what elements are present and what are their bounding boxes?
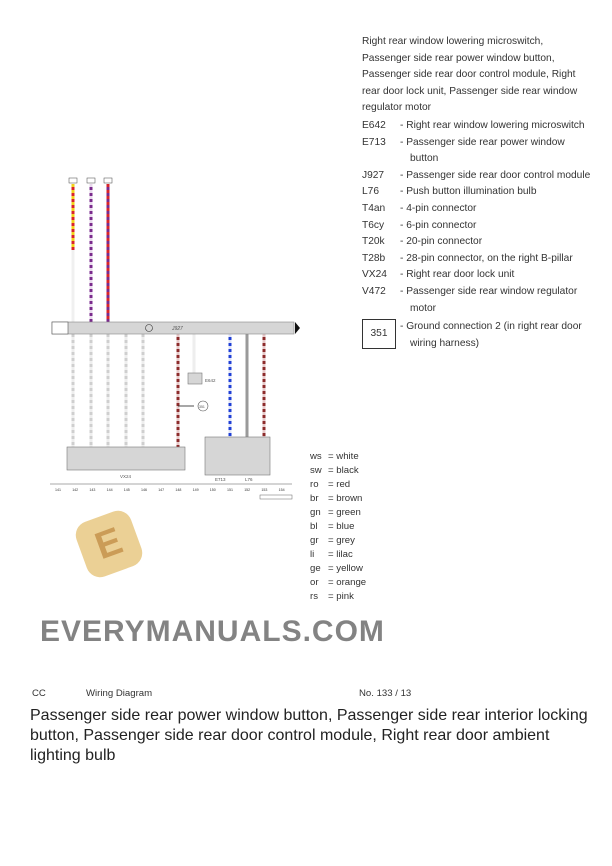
- legend-desc: - Right rear door lock unit: [400, 269, 515, 281]
- legend-item: [362, 168, 592, 185]
- legend-item: [362, 201, 592, 218]
- track-number: 149: [192, 488, 199, 492]
- color-key-item: [310, 562, 366, 576]
- fuse-terminal-icon: [69, 178, 77, 183]
- color-key-item: [310, 450, 366, 464]
- legend-desc: - Passenger side rear door control module: [400, 169, 591, 181]
- diagram-id-box: [260, 495, 292, 499]
- legend-item: [362, 135, 592, 168]
- legend-item: [362, 184, 592, 201]
- track-numbers: [55, 488, 285, 492]
- module-label: J927: [172, 326, 183, 332]
- page-title: Passenger side rear power window button, Passenger side rear interior locking button, Passenger side rear door control module, Right rear door ambient lighting bulb: [30, 707, 588, 764]
- color-name: = blue: [328, 521, 355, 532]
- color-name: = red: [328, 479, 351, 490]
- legend-intro: Right rear window lowering microswitch, Passenger side rear power window button, Passenger side rear door control module, Right rear door lock unit, Passenger side rear window regulator motor: [362, 36, 578, 114]
- legend-desc: - Ground connection 2 (in right rear door wiring harness): [400, 321, 582, 349]
- color-abbr: li: [310, 549, 315, 560]
- legend-desc: - Passenger side rear window regulator motor: [400, 285, 578, 314]
- color-key-item: [310, 590, 366, 604]
- connector-icon: [52, 322, 68, 334]
- legend-desc: - 20-pin connector: [400, 236, 483, 248]
- legend-desc: - Right rear window lowering microswitch: [400, 119, 585, 131]
- color-name: = pink: [328, 591, 354, 602]
- watermark-logo: [72, 507, 146, 581]
- track-number: 146: [141, 488, 147, 492]
- color-name: = white: [328, 451, 359, 462]
- color-abbr: ge: [310, 563, 321, 574]
- microswitch-label: E642: [205, 378, 216, 383]
- track-number: 152: [244, 488, 251, 492]
- microswitch-box: [188, 373, 202, 384]
- track-number: 145: [123, 488, 130, 492]
- legend-code: T6cy: [362, 219, 385, 231]
- legend-desc: - 28-pin connector, on the right B-pillar: [400, 252, 573, 264]
- legend-item: [362, 284, 592, 317]
- bulb-label: L76: [245, 477, 253, 482]
- color-key-item: [310, 464, 366, 478]
- legend-desc: - 4-pin connector: [400, 202, 477, 214]
- color-abbr: ws: [310, 451, 322, 462]
- legend-item: [362, 118, 592, 135]
- legend-code: T4an: [362, 202, 386, 214]
- footer-doc-type: Wiring Diagram: [86, 688, 153, 699]
- watermark-logo-letter: E: [89, 519, 128, 568]
- legend-desc: - 6-pin connector: [400, 219, 477, 231]
- lock-unit-label: VX24: [120, 474, 132, 479]
- wires: [69, 178, 264, 447]
- watermark: EVERYMANUALS.COM: [40, 615, 385, 648]
- legend-item: [362, 218, 592, 235]
- ground-label: 351: [199, 405, 205, 409]
- color-name: = brown: [328, 493, 363, 504]
- color-name: = green: [328, 507, 361, 518]
- lock-unit-box: [67, 447, 185, 470]
- color-key-item: [310, 520, 366, 534]
- color-abbr: gr: [310, 535, 319, 546]
- legend-code: T20k: [362, 236, 385, 248]
- color-name: = grey: [328, 535, 355, 546]
- color-key-item: [310, 506, 366, 520]
- color-key-item: [310, 478, 366, 492]
- color-abbr: br: [310, 493, 319, 504]
- track-number: 141: [55, 488, 61, 492]
- component-legend: [362, 34, 592, 352]
- track-number: 143: [89, 488, 96, 492]
- footer-page-number: No. 133 / 13: [359, 688, 412, 699]
- button-box: [205, 437, 270, 475]
- legend-desc: - Push button illumination bulb: [400, 186, 537, 198]
- ground-code-box: 351: [362, 319, 396, 349]
- track-number: 147: [158, 488, 165, 492]
- color-name: = orange: [328, 577, 367, 588]
- track-number: 148: [175, 488, 182, 492]
- color-key-item: [310, 534, 366, 548]
- footer-model: CC: [32, 688, 46, 699]
- fuse-terminal-icon: [87, 178, 95, 183]
- legend-code: E642: [362, 119, 386, 131]
- fuse-terminal-icon: [104, 178, 112, 183]
- color-abbr: bl: [310, 521, 318, 532]
- color-abbr: ro: [310, 479, 319, 490]
- color-name: = black: [328, 465, 359, 476]
- legend-code: T28b: [362, 252, 386, 264]
- track-number: 150: [209, 488, 216, 492]
- legend-desc: - Passenger side rear power window button: [400, 136, 565, 165]
- legend-item: [362, 267, 592, 284]
- legend-code: E713: [362, 136, 386, 148]
- wire-color-key: [310, 450, 366, 604]
- legend-code: L76: [362, 186, 379, 198]
- color-abbr: or: [310, 577, 319, 588]
- legend-item-ground: [362, 319, 592, 352]
- legend-item: [362, 234, 592, 251]
- track-number: 144: [106, 488, 113, 492]
- legend-item: [362, 251, 592, 268]
- page-footer: [32, 688, 592, 699]
- color-abbr: gn: [310, 507, 321, 518]
- track-number: 151: [227, 488, 233, 492]
- color-name: = yellow: [328, 563, 363, 574]
- legend-code: J927: [362, 169, 385, 181]
- track-number: 154: [278, 488, 285, 492]
- color-abbr: rs: [310, 591, 318, 602]
- color-key-item: [310, 492, 366, 506]
- button-label: E713: [215, 477, 226, 482]
- color-name: = lilac: [328, 549, 353, 560]
- continuation-arrow-icon: [295, 322, 300, 334]
- legend-code: VX24: [362, 269, 387, 281]
- color-key-item: [310, 548, 366, 562]
- track-number: 142: [72, 488, 79, 492]
- legend-code: V472: [362, 285, 386, 297]
- track-number: 153: [261, 488, 268, 492]
- color-key-item: [310, 576, 366, 590]
- color-abbr: sw: [310, 465, 322, 476]
